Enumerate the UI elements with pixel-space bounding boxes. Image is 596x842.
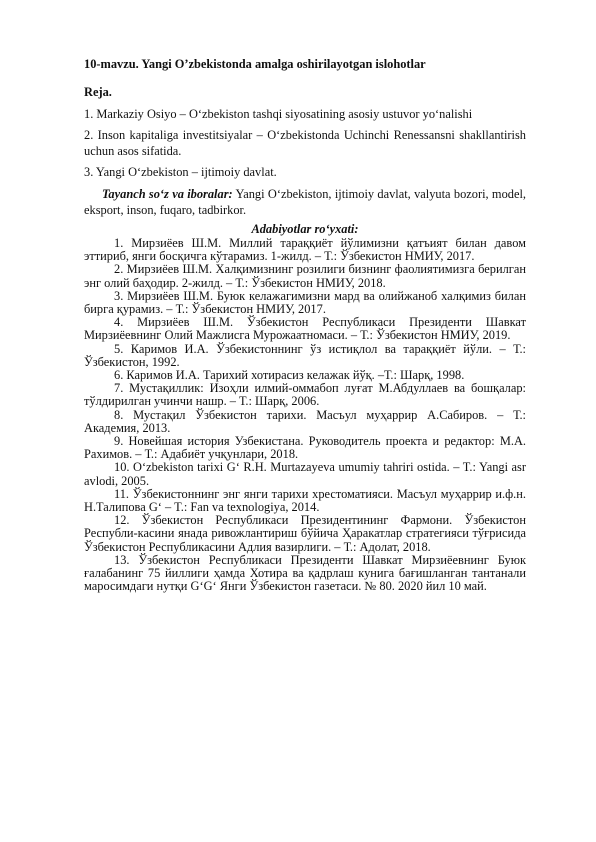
reference-item-4: 4. Мирзиёев Ш.М. Ўзбекистон Республикаси Президенти Шавкат Мирзиёевнинг Олий Мажлисга Мурожаатномаси. – Т.: Ўзбекистон НМИУ, 2019. bbox=[84, 315, 526, 343]
reference-item-13: 13. Ўзбекистон Республикаси Президенти Шавкат Мирзиёевнинг Буюк ғалабанинг 75 йиллиги ҳамда Хотира ва қадрлаш кунига бағишланган тантанали маросимдаги нутқи G‘G‘ Янги Ўзбекистон газетаси. № 80. 2020 йил 10 май. bbox=[84, 552, 526, 594]
reference-item-8: 8. Мустақил Ўзбекистон тарихи. Масъул муҳаррир А.Сабиров. – Т.: Академия, 2013. bbox=[84, 407, 526, 435]
reference-item-1: 1. Мирзиёев Ш.М. Миллий тараққиёт йўлимизни қатъият билан давом эттириб, янги босқичга кўтарамиз. 1-жилд. – Т.: Ўзбекистон НМИУ, 2017. bbox=[84, 236, 526, 264]
plan-item-1: 1. Markaziy Osiyo – O‘zbekiston tashqi siyosatining asosiy ustuvor yo‘nalishi bbox=[84, 107, 473, 121]
reference-item-6: 6. Каримов И.А. Тарихий хотирасиз келажак йўқ. –Т.: Шарқ, 1998. bbox=[114, 368, 465, 383]
plan-item-3: 3. Yangi O‘zbekiston – ijtimoiy davlat. bbox=[84, 165, 277, 179]
keywords-paragraph bbox=[84, 186, 526, 218]
reference-item-7: 7. Мустақиллик: Изоҳли илмий-оммабоп луғат М.Абдуллаев ва бошқалар: тўлдирилган учинчи нашр. – Т.: Шарқ, 2006. bbox=[84, 381, 526, 409]
reference-item-9: 9. Новейшая история Узбекистана. Руководитель проекта и редактор: М.А. Рахимов. – Т.: Адабиёт учқунлари, 2018. bbox=[84, 434, 526, 462]
plan-heading: Reja. bbox=[84, 85, 112, 99]
reference-item-3: 3. Мирзиёев Ш.М. Буюк келажагимизни мард ва олийжаноб халқимиз билан бирга қурамиз. – Т.: Ўзбекистон НМИУ, 2017. bbox=[84, 288, 526, 317]
page-content bbox=[84, 56, 526, 593]
page-title: 10-mavzu. Yangi O’zbekistonda amalga oshirilayotgan islohotlar bbox=[84, 57, 426, 71]
keywords-text: Yangi O‘zbekiston, ijtimoiy davlat, valyuta bozori, model, eksport, inson, fuqaro, tadbirkor. bbox=[84, 187, 527, 217]
references-heading: Adabiyotlar ro‘yxati: bbox=[251, 222, 359, 236]
keywords-label: Tayanch so‘z va iboralar: bbox=[102, 187, 233, 201]
plan-item-2: 2. Inson kapitaliga investitsiyalar – O‘zbekistonda Uchinchi Renessansni shakllantirish uchun asos sifatida. bbox=[84, 128, 526, 158]
reference-item-2: 2. Мирзиёев Ш.М. Халқимизнинг розилиги бизнинг фаолиятимизга берилган энг олий баҳодир. 2-жилд. – Т.: Ўзбекистон НМИУ, 2018. bbox=[84, 262, 526, 290]
reference-item-5: 5. Каримов И.А. Ўзбекистоннинг ўз истиқлол ва тараққиёт йўли. – Т.: Ўзбекистон, 1992. bbox=[84, 341, 526, 369]
reference-item-10: 10. O‘zbekiston tarixi G‘ R.H. Murtazayeva umumiy tahriri ostida. – T.: Yangi asr avlodi, 2005. bbox=[84, 460, 526, 488]
reference-item-11: 11. Ўзбекистоннинг энг янги тарихи хрестоматияси. Масъул муҳаррир и.ф.н. Н.Талипова G‘ – T.: Fan va texnologiya, 2014. bbox=[84, 486, 526, 515]
reference-item-12: 12. Ўзбекистон Республикаси Президентининг Фармони. Ўзбекистон Республи-касини янада ривожлантириш бўйича Ҳаракатлар стратегияси тўғрисида Ўзбекистон Республикасини Адлия вазирлиги. – Т.: Адолат, 2018. bbox=[84, 513, 526, 554]
